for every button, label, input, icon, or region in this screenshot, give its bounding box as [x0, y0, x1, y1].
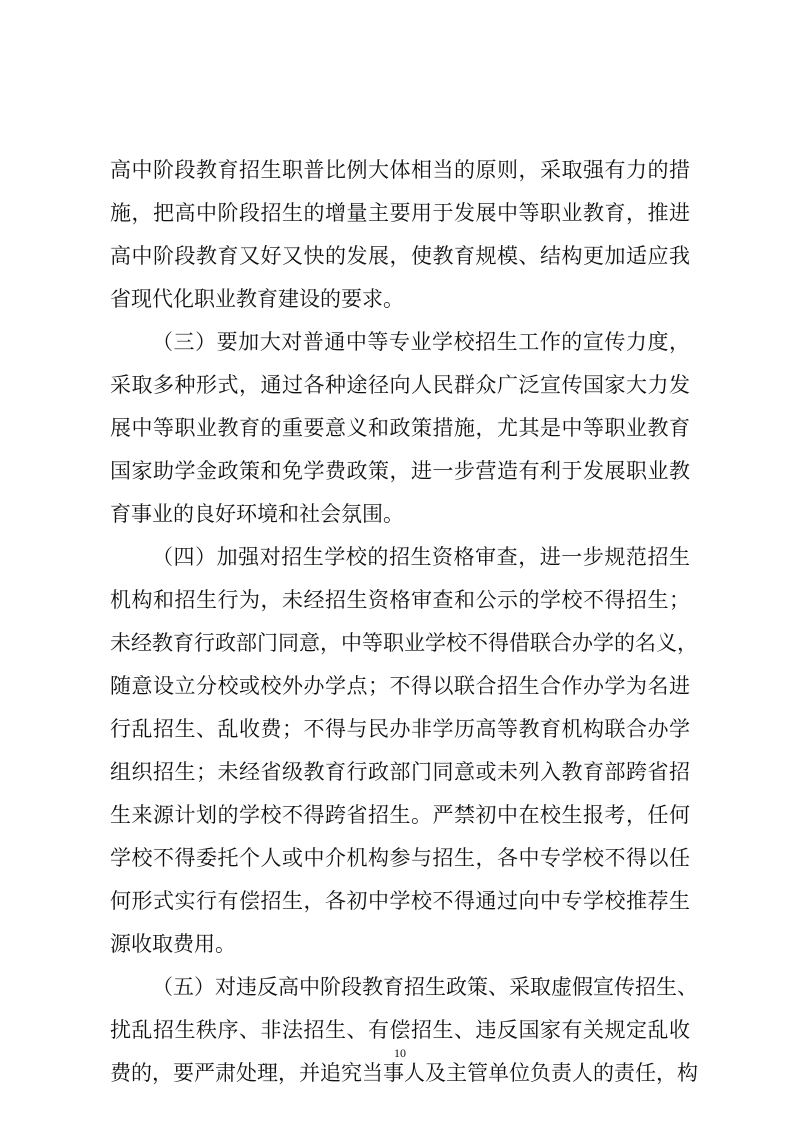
text-line: 生来源计划的学校不得跨省招生。严禁初中在校生报考，任何: [110, 803, 690, 827]
text-line: 随意设立分校或校外办学点；不得以联合招生合作办学为名进: [110, 674, 690, 698]
text-line: 高中阶段教育招生职普比例大体相当的原则，采取强有力的措: [110, 158, 690, 182]
text-line: 育事业的良好环境和社会氛围。: [110, 502, 404, 526]
text-line: 机构和招生行为，未经招生资格审查和公示的学校不得招生；: [110, 588, 690, 612]
text-line: 未经教育行政部门同意，中等职业学校不得借联合办学的名义，: [110, 631, 698, 655]
page-number: 10: [394, 1046, 406, 1060]
text-line: 学校不得委托个人或中介机构参与招生，各中专学校不得以任: [110, 846, 690, 870]
paragraph-start-line: （五）对违反高中阶段教育招生政策、采取虚假宣传招生、: [152, 975, 698, 999]
text-line: 展中等职业教育的重要意义和政策措施，尤其是中等职业教育: [110, 416, 690, 440]
text-line: 源收取费用。: [110, 932, 236, 956]
paragraph-start-line: （三）要加大对普通中等专业学校招生工作的宣传力度，: [152, 330, 690, 354]
text-line: 扰乱招生秩序、非法招生、有偿招生、违反国家有关规定乱收: [110, 1018, 690, 1042]
text-line: 何形式实行有偿招生，各初中学校不得通过向中专学校推荐生: [110, 889, 690, 913]
text-line: 省现代化职业教育建设的要求。: [110, 287, 404, 311]
text-line: 采取多种形式，通过各种途径向人民群众广泛宣传国家大力发: [110, 373, 690, 397]
text-line: 施，把高中阶段招生的增量主要用于发展中等职业教育，推进: [110, 201, 690, 225]
paragraph-start-line: （四）加强对招生学校的招生资格审查，进一步规范招生: [152, 545, 690, 569]
text-line: 组织招生；未经省级教育行政部门同意或未列入教育部跨省招: [110, 760, 690, 784]
text-line: 费的，要严肃处理，并追究当事人及主管单位负责人的责任，构: [110, 1061, 698, 1085]
text-line: 国家助学金政策和免学费政策，进一步营造有利于发展职业教: [110, 459, 690, 483]
text-line: 高中阶段教育又好又快的发展，使教育规模、结构更加适应我: [110, 244, 690, 268]
text-line: 行乱招生、乱收费；不得与民办非学历高等教育机构联合办学: [110, 717, 690, 741]
